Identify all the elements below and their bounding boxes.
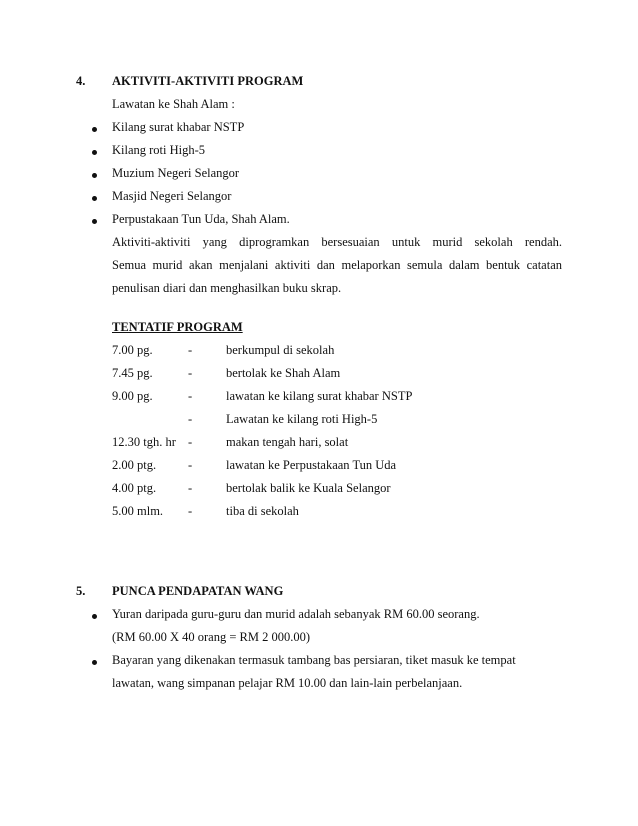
section-4-intro: Lawatan ke Shah Alam : xyxy=(112,97,235,111)
schedule-time: 2.00 ptg. xyxy=(112,458,157,472)
schedule-time: 5.00 mlm. xyxy=(112,504,164,518)
bullet-icon xyxy=(92,660,97,665)
schedule-time: 12.30 tgh. hr xyxy=(112,435,176,449)
paragraph-line: Semua murid akan menjalani aktiviti dan melaporkan semula dalam bentuk catatan xyxy=(112,258,562,272)
schedule-dash: - xyxy=(188,435,193,449)
section-4-heading: AKTIVITI-AKTIVITI PROGRAM xyxy=(112,74,304,88)
bullet-icon xyxy=(92,150,97,155)
list-item-continuation: (RM 60.00 X 40 orang = RM 2 000.00) xyxy=(112,630,311,644)
list-item: Masjid Negeri Selangor xyxy=(112,189,232,203)
section-4-number: 4. xyxy=(76,74,86,88)
paragraph-line: penulisan diari dan menghasilkan buku skrap. xyxy=(112,281,342,295)
list-item: Kilang roti High-5 xyxy=(112,143,206,157)
schedule-dash: - xyxy=(188,458,193,472)
schedule-activity: berkumpul di sekolah xyxy=(226,343,335,357)
schedule-dash: - xyxy=(188,504,193,518)
schedule-activity: tiba di sekolah xyxy=(226,504,299,518)
bullet-icon xyxy=(92,196,97,201)
schedule-activity: lawatan ke Perpustakaan Tun Uda xyxy=(226,458,397,472)
paragraph-line: Aktiviti-aktiviti yang diprogramkan bersesuaian untuk murid sekolah rendah. xyxy=(112,235,562,249)
tentatif-heading: TENTATIF PROGRAM xyxy=(112,320,243,334)
bullet-icon xyxy=(92,219,97,224)
list-item: Bayaran yang dikenakan termasuk tambang bas persiaran, tiket masuk ke tempat xyxy=(112,653,516,667)
list-item: Muzium Negeri Selangor xyxy=(112,166,240,180)
schedule-activity: bertolak ke Shah Alam xyxy=(226,366,341,380)
bullet-icon xyxy=(92,173,97,178)
list-item: Perpustakaan Tun Uda, Shah Alam. xyxy=(112,212,290,226)
schedule-activity: bertolak balik ke Kuala Selangor xyxy=(226,481,391,495)
schedule-dash: - xyxy=(188,343,193,357)
section-5-number: 5. xyxy=(76,584,86,598)
bullet-icon xyxy=(92,614,97,619)
section-5-heading: PUNCA PENDAPATAN WANG xyxy=(112,584,284,598)
schedule-dash: - xyxy=(188,389,193,403)
schedule-time: 4.00 ptg. xyxy=(112,481,157,495)
schedule-activity: makan tengah hari, solat xyxy=(226,435,349,449)
schedule-activity: Lawatan ke kilang roti High-5 xyxy=(226,412,378,426)
schedule-dash: - xyxy=(188,412,193,426)
schedule-dash: - xyxy=(188,481,193,495)
list-item: Yuran daripada guru-guru dan murid adalah sebanyak RM 60.00 seorang. xyxy=(112,607,480,621)
list-item: Kilang surat khabar NSTP xyxy=(112,120,245,134)
schedule-time: 7.00 pg. xyxy=(112,343,153,357)
schedule-time: 7.45 pg. xyxy=(112,366,153,380)
schedule-time: 9.00 pg. xyxy=(112,389,153,403)
list-item-continuation: lawatan, wang simpanan pelajar RM 10.00 dan lain-lain perbelanjaan. xyxy=(112,676,463,690)
schedule-dash: - xyxy=(188,366,193,380)
bullet-icon xyxy=(92,127,97,132)
schedule-activity: lawatan ke kilang surat khabar NSTP xyxy=(226,389,413,403)
